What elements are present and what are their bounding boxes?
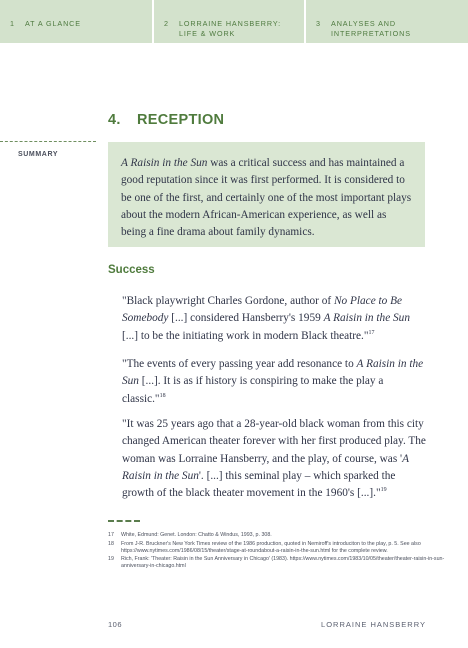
quote-italic-title: A Raisin in the Sun	[122, 358, 424, 388]
tab-label: AT A GLANCE	[25, 19, 81, 28]
footnote-number: 18	[108, 540, 114, 547]
footnote-text: From J-R. Bruckner's New York Times review of the 1986 production, quoted in Nemiroff's introduciton to the play, p. 5. See also https://www.nytimes.com/1986/08/15/theater/stage-at-roundabout-a-raisin-in-the-sun.html for the complete review.	[121, 540, 421, 554]
footnotes	[108, 532, 448, 572]
summary-text: was a critical success and has maintained a good reputation since it was first performed. It is considered to be one of the first, and certainly one of the most important plays about the modern African-American experience, as well as being a fine drama about family dynamics.	[121, 157, 412, 239]
tab-label: ANALYSES AND INTERPRETATIONS	[331, 19, 411, 38]
tab-number: 2	[164, 19, 169, 28]
summary-box	[108, 142, 425, 247]
footnote-number: 19	[108, 556, 114, 563]
footnote-text: Rich, Frank: 'Theater: Raisin in the Sun Anniversary in Chicago' (1983). https://www.nytimes.com/1983/10/05/theater/theater-raisin-in-sun-anniversary-in-chicago.html	[121, 556, 445, 570]
footnote	[108, 556, 448, 570]
footnote-ref[interactable]: 17	[368, 329, 375, 336]
quote-italic-title: A Raisin in the Sun	[323, 312, 410, 325]
footnote-ref[interactable]: 18	[159, 392, 166, 399]
tab-analyses[interactable]	[306, 0, 468, 43]
chapter-tabs	[0, 0, 468, 43]
sidebar-summary-label: SUMMARY	[18, 151, 59, 158]
tab-label: LORRAINE HANSBERRY: LIFE & WORK	[179, 19, 282, 38]
footnote-number: 17	[108, 532, 114, 538]
quote-text: "It was 25 years ago that a 28-year-old black woman from this city changed American theater forever with her first produced play. The woman was Lorraine Hansberry, and the play, of course, was '	[122, 418, 426, 465]
quote-text: [...]. It is as if history is conspiring to make the play a classic."	[122, 375, 384, 405]
footnote-text: White, Edmund: Genet. London: Chatto & Windus, 1993, p. 308.	[121, 532, 272, 538]
quote-text: "The events of every passing year add resonance to	[122, 358, 357, 370]
quote-text: [...] considered Hansberry's 1959	[168, 312, 324, 325]
section-subheading: Success	[108, 264, 155, 276]
quote-paragraph	[122, 293, 428, 345]
quote-italic-title: A Raisin in the Sun	[122, 452, 409, 482]
summary-play-title: A Raisin in the Sun	[121, 157, 208, 169]
chapter-title: RECEPTION	[137, 112, 225, 128]
chapter-number: 4.	[108, 112, 121, 128]
quote-paragraph	[122, 416, 428, 502]
tab-number: 3	[316, 19, 321, 28]
quote-text: '. [...] this seminal play – which sparked the growth of the black theater movement in the 1960's [...]."	[122, 469, 396, 500]
chapter-heading	[108, 112, 224, 128]
footnote-ref[interactable]: 19	[380, 487, 387, 494]
footnote	[108, 532, 448, 539]
footnote	[108, 541, 448, 555]
quote-italic-title: No Place to Be Somebody	[122, 295, 403, 325]
tab-life-and-work[interactable]	[154, 0, 306, 43]
page-number: 106	[108, 620, 123, 629]
quote-text: "Black playwright Charles Gordone, author of	[122, 295, 334, 307]
quote-paragraph	[122, 356, 428, 408]
running-title: LORRAINE HANSBERRY	[321, 620, 426, 629]
tab-number: 1	[10, 19, 15, 28]
quote-text: [...] to be the initiating work in modern Black theatre."	[122, 329, 369, 342]
sidebar-divider	[0, 141, 96, 142]
tab-at-a-glance[interactable]	[0, 0, 154, 43]
footnote-divider	[108, 520, 140, 522]
